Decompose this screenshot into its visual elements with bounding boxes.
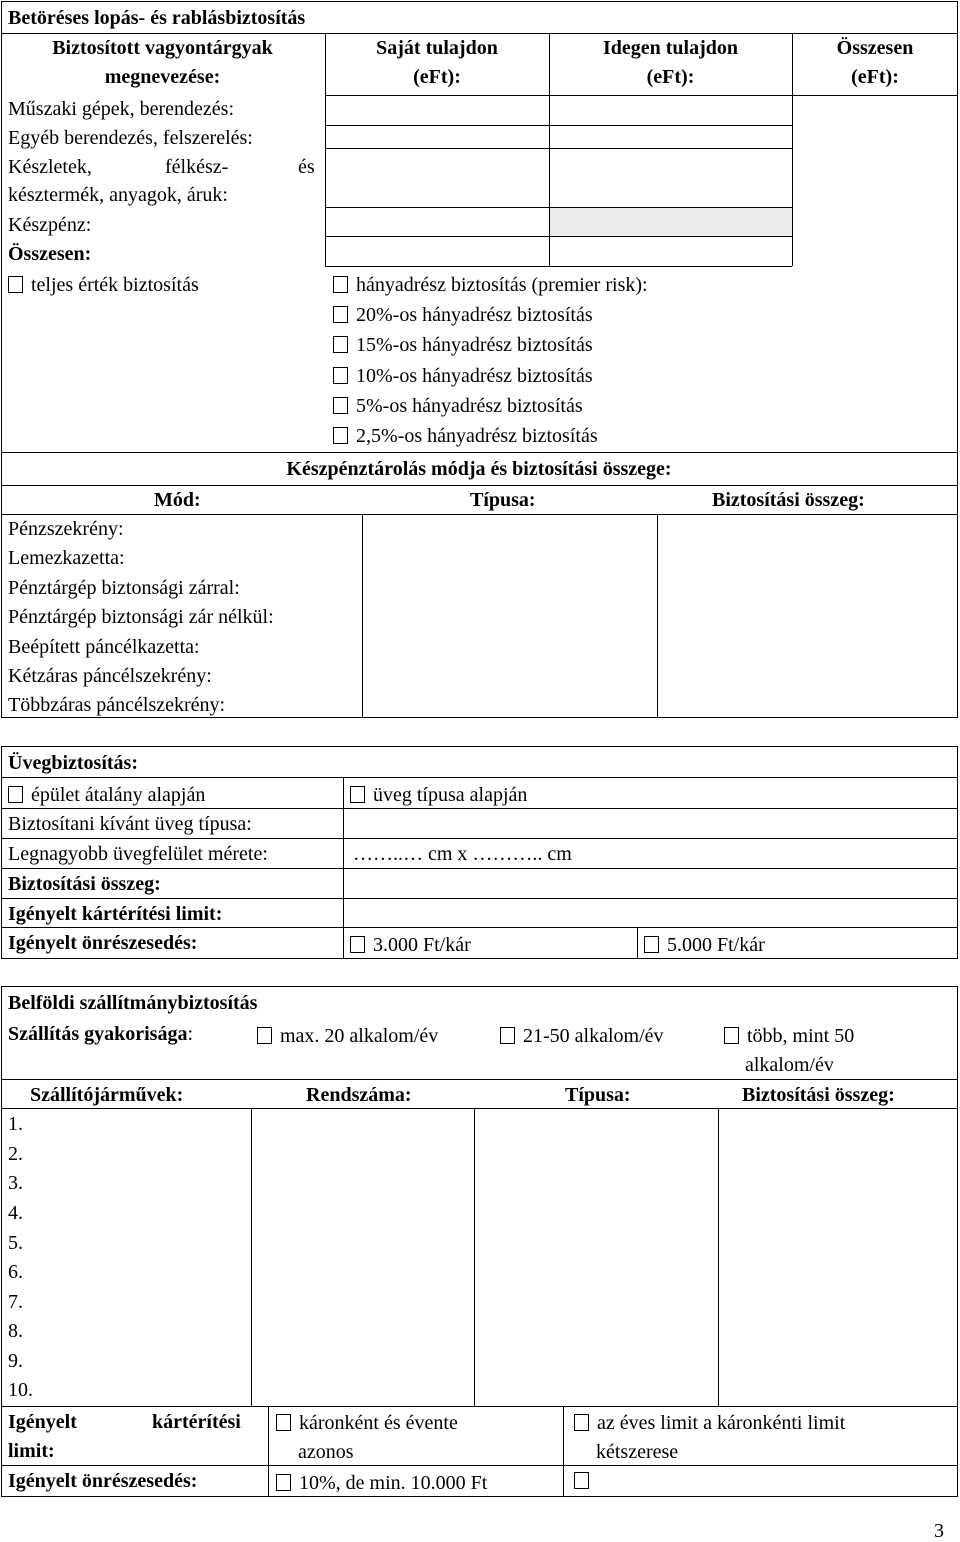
checkbox-partial-20[interactable]: 20%-os hányadrész biztosítás [333, 304, 593, 326]
checkbox-deductible-10pct[interactable]: 10%, de min. 10.000 Ft [276, 1472, 487, 1494]
row-stock-c: és [298, 156, 315, 178]
glass-size-label: Legnagyobb üvegfelület mérete: [8, 843, 268, 865]
row-equipment: Egyéb berendezés, felszerelés: [8, 127, 253, 149]
checkbox-glass-building[interactable]: épület átalány alapján [8, 784, 205, 806]
vehicle-row-9: 9. [8, 1350, 23, 1372]
checkbox-limit-same[interactable]: káronként és évente [276, 1412, 458, 1434]
checkbox-glass-type[interactable]: üveg típusa alapján [350, 784, 527, 806]
vehicle-row-1: 1. [8, 1113, 23, 1135]
cash-row-register-nolock: Pénztárgép biztonsági zár nélkül: [8, 606, 274, 628]
checkbox-glass-deductible-3000[interactable]: 3.000 Ft/kár [350, 934, 471, 956]
transport-col-type: Típusa: [565, 1084, 631, 1106]
col-item-header-2: megnevezése: [104, 66, 221, 88]
checkbox-freq-21-50[interactable]: 21-50 alkalom/év [500, 1025, 664, 1047]
checkbox-freq-max20[interactable]: max. 20 alkalom/év [257, 1025, 438, 1047]
transport-freq-label [8, 1023, 193, 1045]
cash-row-builtin: Beépített páncélkazetta: [8, 636, 200, 658]
cash-row-twolock: Kétzáras páncélszekrény: [8, 665, 212, 687]
transport-limit-label-c: limit: [8, 1440, 55, 1462]
vehicle-row-10: 10. [8, 1379, 33, 1401]
row-machines: Műszaki gépek, berendezés: [8, 98, 235, 120]
transport-limit-label-b: kártérítési [152, 1411, 241, 1433]
row-stock-a: Készletek, [8, 156, 92, 178]
col-total-header: Összesen [836, 37, 914, 59]
checkbox-limit-double[interactable]: az éves limit a káronkénti limit [574, 1412, 845, 1434]
transport-col-vehicles: Szállítójárművek: [30, 1084, 184, 1106]
checkbox-partial-5[interactable]: 5%-os hányadrész biztosítás [333, 395, 583, 417]
transport-limit-label-a: Igényelt [8, 1411, 77, 1433]
cash-row-register-lock: Pénztárgép biztonsági zárral: [8, 577, 240, 599]
row-total: Összesen: [8, 243, 92, 265]
vehicle-row-4: 4. [8, 1202, 23, 1224]
transport-deductible-label: Igényelt önrészesedés: [8, 1470, 198, 1492]
transport-col-sum: Biztosítási összeg: [742, 1084, 895, 1106]
limit-same-line2: azonos [298, 1441, 354, 1463]
checkbox-partial[interactable]: hányadrész biztosítás (premier risk): [333, 274, 648, 296]
page-number: 3 [934, 1520, 944, 1542]
glass-deductible-label: Igényelt önrészesedés: [8, 932, 198, 954]
cash-col-mode: Mód: [154, 489, 201, 511]
col-total-header-2: (eFt): [851, 66, 899, 88]
checkbox-partial-2-5[interactable]: 2,5%-os hányadrész biztosítás [333, 425, 598, 447]
checkbox-partial-10[interactable]: 10%-os hányadrész biztosítás [333, 365, 593, 387]
vehicle-row-7: 7. [8, 1291, 23, 1313]
glass-limit-label: Igényelt kártérítési limit: [8, 903, 223, 925]
checkbox-glass-deductible-5000[interactable]: 5.000 Ft/kár [644, 934, 765, 956]
limit-double-line2: kétszerese [596, 1441, 679, 1463]
freq-more50-line2: alkalom/év [745, 1054, 834, 1076]
glass-size-value[interactable]: ……..… cm x ……….. cm [353, 843, 572, 865]
cash-col-sum: Biztosítási összeg: [712, 489, 865, 511]
col-foreign-header-2: (eFt): [646, 66, 695, 88]
cash-title: Készpénztárolás módja és biztosítási összege: [286, 458, 672, 480]
transport-freq-colon: : [187, 1023, 194, 1045]
glass-type-label: Biztosítani kívánt üveg típusa: [8, 813, 252, 835]
vehicle-row-6: 6. [8, 1261, 23, 1283]
checkbox-partial-15[interactable]: 15%-os hányadrész biztosítás [333, 334, 593, 356]
cash-row-safe: Pénzszekrény: [8, 518, 124, 540]
col-item-header: Biztosított vagyontárgyak [52, 37, 273, 59]
cash-col-type: Típusa: [470, 489, 536, 511]
vehicle-row-3: 3. [8, 1172, 23, 1194]
col-foreign-header: Idegen tulajdon [602, 37, 739, 59]
vehicle-row-5: 5. [8, 1232, 23, 1254]
row-stock-b: félkész- [165, 156, 229, 178]
checkbox-full-value[interactable]: teljes érték biztosítás [8, 274, 199, 296]
vehicle-row-8: 8. [8, 1320, 23, 1342]
transport-title: Belföldi szállítmánybiztosítás [8, 992, 258, 1014]
vehicle-row-2: 2. [8, 1143, 23, 1165]
row-stock-d: késztermék, anyagok, áruk: [8, 184, 228, 206]
glass-sum-label: Biztosítási összeg: [8, 873, 161, 895]
cash-row-multilock: Többzáras páncélszekrény: [8, 694, 226, 716]
theft-title: Betöréses lopás- és rablásbiztosítás [8, 7, 306, 29]
glass-title: Üvegbiztosítás: [8, 752, 138, 774]
empty-checkbox-icon [574, 1472, 589, 1489]
cash-row-sheet-box: Lemezkazetta: [8, 547, 125, 569]
transport-col-plate: Rendszáma: [306, 1084, 412, 1106]
col-own-header-2: (eFt): [413, 66, 461, 88]
transport-freq-label-text: Szállítás gyakorisága [8, 1023, 188, 1045]
row-cash: Készpénz: [8, 214, 92, 236]
checkbox-freq-more50[interactable]: több, mint 50 [724, 1025, 854, 1047]
col-own-header: Saját tulajdon [376, 37, 498, 59]
checkbox-deductible-other[interactable] [574, 1472, 589, 1494]
